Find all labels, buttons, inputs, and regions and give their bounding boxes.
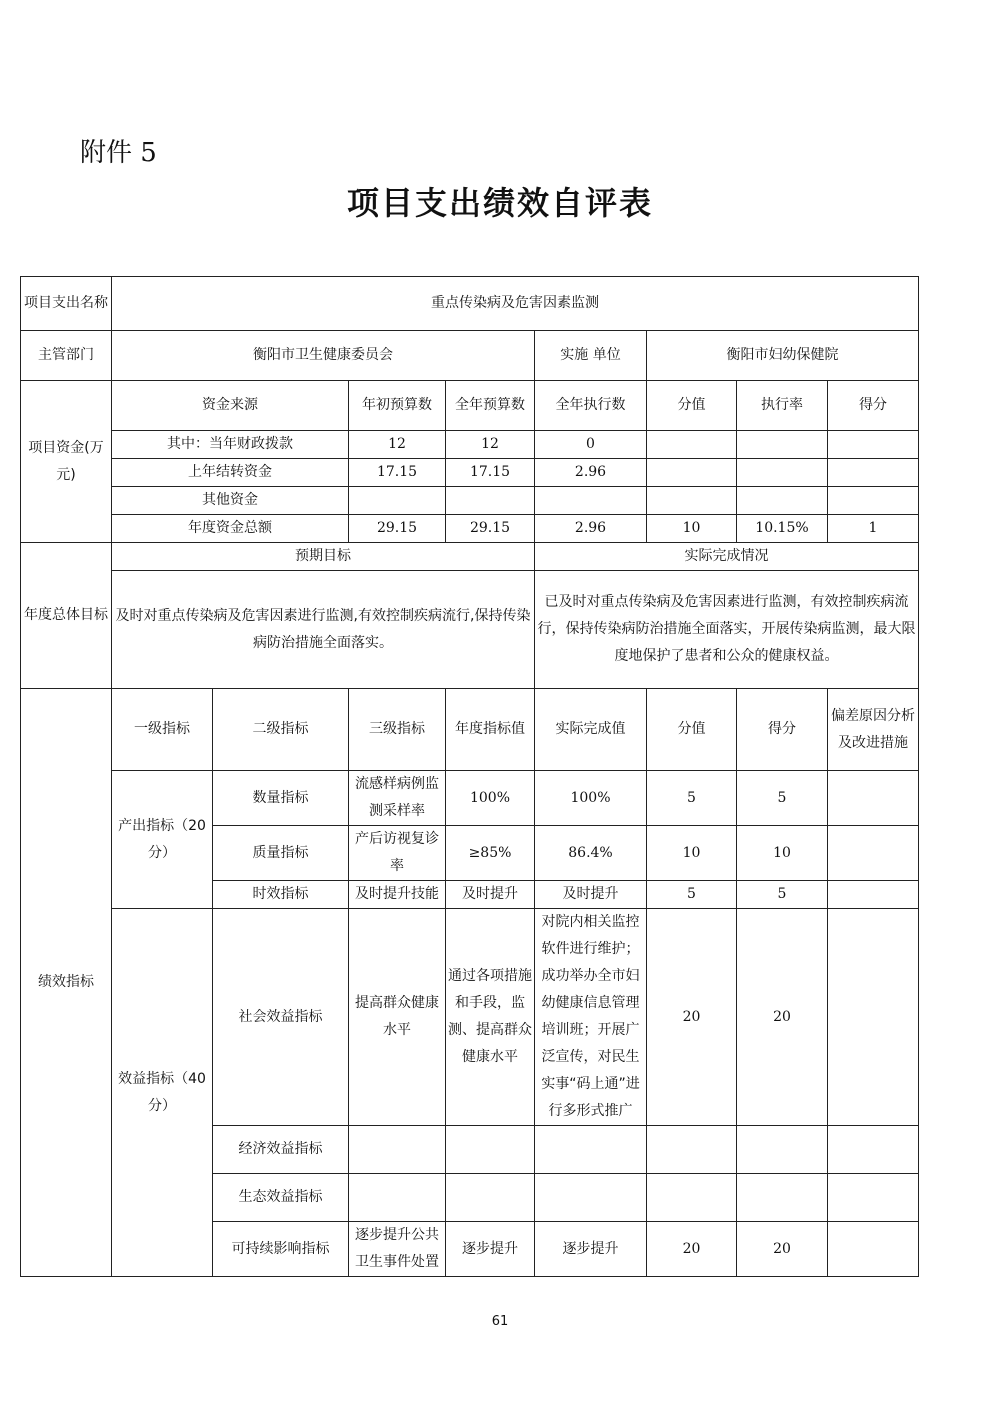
deviation-cell — [828, 826, 919, 881]
funds-cell — [535, 487, 647, 515]
actual-cell: 对院内相关监控软件进行维护；成功举办全市妇幼健康信息管理培训班；开展广泛宣传，对民生实事“码上通”进行多形式推广 — [535, 909, 647, 1126]
funds-row-label: 年度资金总额 — [112, 515, 349, 543]
dept-label: 主管部门 — [21, 331, 112, 381]
actual-cell — [535, 1174, 647, 1222]
benefit-indicator-label: 效益指标（40分） — [112, 909, 213, 1277]
score-value-cell — [647, 1174, 737, 1222]
actual-cell: 86.4% — [535, 826, 647, 881]
funds-cell: 17.15 — [446, 459, 535, 487]
funds-header: 执行率 — [737, 381, 828, 431]
impl-label: 实施 单位 — [535, 331, 647, 381]
funds-header: 全年执行数 — [535, 381, 647, 431]
score-cell: 5 — [737, 771, 828, 826]
score-cell: 20 — [737, 909, 828, 1126]
score-value-cell: 20 — [647, 909, 737, 1126]
funds-cell: 29.15 — [446, 515, 535, 543]
goals-expected-text: 及时对重点传染病及危害因素进行监测,有效控制疾病流行,保持传染病防治措施全面落实。 — [112, 571, 535, 689]
target-cell — [446, 1174, 535, 1222]
level3-cell: 及时提升技能 — [349, 881, 446, 909]
funds-header: 年初预算数 — [349, 381, 446, 431]
page-number: 61 — [491, 1314, 509, 1329]
goals-expected-header: 预期目标 — [112, 543, 535, 571]
level3-cell — [349, 1126, 446, 1174]
funds-cell: 12 — [349, 431, 446, 459]
level2-cell: 生态效益指标 — [213, 1174, 349, 1222]
perf-header: 年度指标值 — [446, 689, 535, 771]
funds-cell — [446, 487, 535, 515]
funds-cell: 10.15% — [737, 515, 828, 543]
score-cell — [737, 1126, 828, 1174]
output-indicator-label: 产出指标（20分） — [112, 771, 213, 909]
level2-cell: 数量指标 — [213, 771, 349, 826]
perf-header: 二级指标 — [213, 689, 349, 771]
score-cell: 5 — [737, 881, 828, 909]
level2-cell: 质量指标 — [213, 826, 349, 881]
funds-cell: 1 — [828, 515, 919, 543]
funds-cell: 29.15 — [349, 515, 446, 543]
funds-header: 全年预算数 — [446, 381, 535, 431]
funds-cell — [737, 459, 828, 487]
deviation-cell — [828, 771, 919, 826]
funds-cell: 17.15 — [349, 459, 446, 487]
level3-cell: 产后访视复诊率 — [349, 826, 446, 881]
funds-header: 得分 — [828, 381, 919, 431]
funds-section-label: 项目资金(万元) — [21, 381, 112, 543]
deviation-cell — [828, 1174, 919, 1222]
score-value-cell: 10 — [647, 826, 737, 881]
funds-cell — [737, 487, 828, 515]
funds-header-source: 资金来源 — [112, 381, 349, 431]
performance-section-label: 绩效指标 — [21, 689, 112, 1277]
perf-header: 得分 — [737, 689, 828, 771]
score-value-cell: 20 — [647, 1222, 737, 1277]
actual-cell: 逐步提升 — [535, 1222, 647, 1277]
score-cell: 20 — [737, 1222, 828, 1277]
funds-cell: 2.96 — [535, 459, 647, 487]
level2-cell: 时效指标 — [213, 881, 349, 909]
goals-section-label: 年度总体目标 — [21, 543, 112, 689]
target-cell: ≥85% — [446, 826, 535, 881]
actual-cell — [535, 1126, 647, 1174]
impl-value: 衡阳市妇幼保健院 — [647, 331, 919, 381]
goals-actual-text: 已及时对重点传染病及危害因素进行监测，有效控制疾病流行，保持传染病防治措施全面落实，开展传染病监测，最大限度地保护了患者和公众的健康权益。 — [535, 571, 919, 689]
funds-cell: 10 — [647, 515, 737, 543]
perf-header: 实际完成值 — [535, 689, 647, 771]
perf-header: 一级指标 — [112, 689, 213, 771]
funds-cell — [828, 431, 919, 459]
perf-header: 偏差原因分析及改进措施 — [828, 689, 919, 771]
deviation-cell — [828, 909, 919, 1126]
funds-cell — [737, 431, 828, 459]
score-cell: 10 — [737, 826, 828, 881]
funds-row-label: 上年结转资金 — [112, 459, 349, 487]
funds-cell: 2.96 — [535, 515, 647, 543]
project-name-value: 重点传染病及危害因素监测 — [112, 277, 919, 331]
target-cell: 100% — [446, 771, 535, 826]
score-cell — [737, 1174, 828, 1222]
deviation-cell — [828, 1126, 919, 1174]
deviation-cell — [828, 1222, 919, 1277]
actual-cell: 100% — [535, 771, 647, 826]
score-value-cell: 5 — [647, 771, 737, 826]
level3-cell: 流感样病例监测采样率 — [349, 771, 446, 826]
score-value-cell — [647, 1126, 737, 1174]
funds-cell — [828, 459, 919, 487]
level3-cell: 提高群众健康水平 — [349, 909, 446, 1126]
level2-cell: 可持续影响指标 — [213, 1222, 349, 1277]
funds-cell — [647, 459, 737, 487]
funds-header: 分值 — [647, 381, 737, 431]
level2-cell: 经济效益指标 — [213, 1126, 349, 1174]
target-cell — [446, 1126, 535, 1174]
target-cell: 逐步提升 — [446, 1222, 535, 1277]
perf-header: 分值 — [647, 689, 737, 771]
perf-header: 三级指标 — [349, 689, 446, 771]
level3-cell: 逐步提升公共卫生事件处置 — [349, 1222, 446, 1277]
attachment-label: 附件 5 — [80, 138, 157, 168]
page-title: 项目支出绩效自评表 — [346, 184, 653, 222]
funds-cell: 12 — [446, 431, 535, 459]
funds-cell — [349, 487, 446, 515]
target-cell: 通过各项措施和手段，监测、提高群众健康水平 — [446, 909, 535, 1126]
target-cell: 及时提升 — [446, 881, 535, 909]
funds-cell: 0 — [535, 431, 647, 459]
goals-actual-header: 实际完成情况 — [535, 543, 919, 571]
funds-cell — [828, 487, 919, 515]
actual-cell: 及时提升 — [535, 881, 647, 909]
performance-table — [20, 276, 919, 1277]
score-value-cell: 5 — [647, 881, 737, 909]
level2-cell: 社会效益指标 — [213, 909, 349, 1126]
project-name-label: 项目支出名称 — [21, 277, 112, 331]
dept-value: 衡阳市卫生健康委员会 — [112, 331, 535, 381]
funds-row-label: 其中：当年财政拨款 — [112, 431, 349, 459]
level3-cell — [349, 1174, 446, 1222]
funds-cell — [647, 487, 737, 515]
deviation-cell — [828, 881, 919, 909]
funds-row-label: 其他资金 — [112, 487, 349, 515]
funds-cell — [647, 431, 737, 459]
